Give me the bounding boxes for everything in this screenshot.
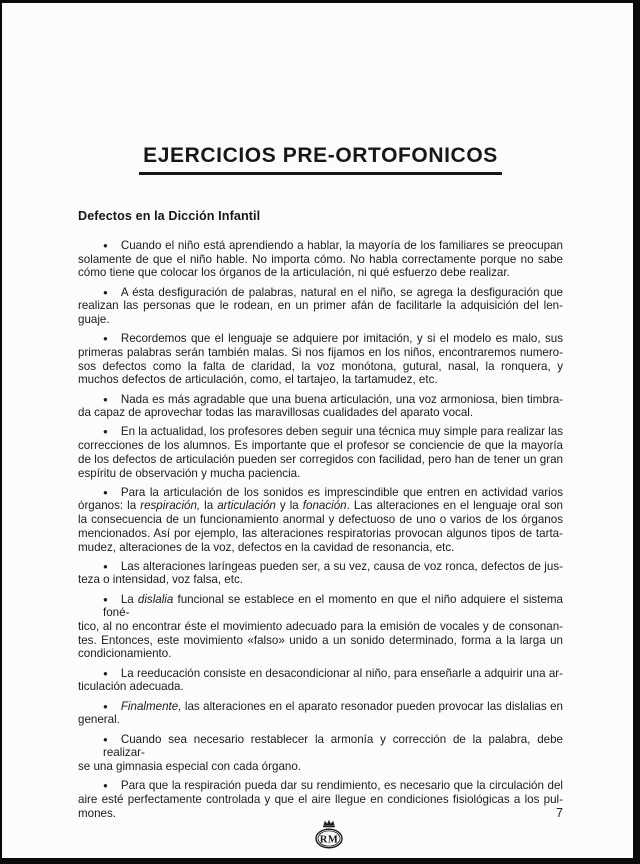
text-line: sos defectos como la falta de claridad, la voz monótona, gutural, nasal, la ronquera, y — [78, 359, 563, 373]
paragraph — [78, 239, 563, 280]
bullet-icon: ● — [103, 287, 108, 297]
text-line: correcciones de los alumnos. Es importante que el profesor se conciencie de que la mayoría — [78, 439, 563, 453]
bullet-icon: ● — [103, 668, 108, 678]
paragraph — [78, 779, 563, 820]
bullet-icon: ● — [103, 734, 108, 744]
bullet-icon: ● — [103, 561, 108, 571]
text-line: ● Cuando el niño está aprendiendo a hablar, la mayoría de los familiares se preocupan — [103, 239, 563, 252]
text-line: ● Para que la respiración pueda dar su rendimiento, es necesario que la circulación del — [103, 779, 563, 793]
text-line: ● A ésta desfiguración de palabras, natural en el niño, se agrega la desfiguración que — [103, 285, 563, 299]
paragraph — [78, 733, 563, 774]
text-line: da capaz de aprovechar todas las maravillosas cualidades del aparato vocal. — [78, 406, 474, 420]
text-line: mencionados. Así por ejemplo, las alteraciones respiratorias provocan algunos tipos de tarta- — [78, 526, 563, 540]
text-line: realizan las personas que le rodean, en un primer afán de facilitarle la adquisición del len- — [78, 299, 563, 313]
page-content — [78, 3, 563, 826]
text-line: ● Nada es más agradable que una buena articulación, una voz armoniosa, bien timbra- — [103, 392, 563, 406]
paragraph — [78, 286, 563, 327]
crown-icon — [323, 820, 335, 828]
paragraph — [78, 667, 563, 694]
paragraph — [78, 393, 563, 420]
paragraph — [78, 486, 563, 555]
paragraph — [78, 700, 563, 727]
bullet-icon: ● — [103, 394, 108, 404]
section-heading: Defectos en la Dicción Infantil — [78, 209, 261, 223]
text-line: tico, al no encontrar éste el movimiento adecuado para la emisión de vocales y de consonan- — [78, 620, 563, 634]
bullet-icon: ● — [103, 334, 108, 344]
text-line: general. — [78, 713, 120, 727]
text-line: aire esté perfectamente controlada y que el aire llegue en condiciones fisiológicas a los pul- — [78, 792, 563, 806]
text-line: ● Recordemos que el lenguaje se adquiere por imitación, y si el modelo es malo, sus — [103, 332, 563, 346]
text-line: de los defectos de articulación pueden ser corregidos con facilidad, pero han de tener un gran — [78, 452, 563, 466]
text-line: condicionamiento. — [78, 647, 172, 661]
bullet-icon: ● — [103, 487, 108, 497]
bullet-icon: ● — [103, 594, 108, 604]
text-line: mudez, alteraciones de la voz, defectos en la cavidad de resonancia, etc. — [78, 540, 455, 554]
text-line: tes. Entonces, este movimiento «falso» unido a un sonido determinado, forma a la larga un — [78, 633, 563, 647]
text-line: espíritu de observación y mucha paciencia. — [78, 466, 301, 480]
text-line: ● La dislalia funcional se establece en el momento en que el niño adquiere el sistema foné- — [103, 592, 563, 620]
logo-text: RM — [319, 834, 338, 846]
bullet-icon: ● — [103, 241, 108, 250]
text-line: muchos defectos de articulación, como, el tartajeo, la tartamudez, etc. — [78, 373, 438, 387]
document-page — [2, 3, 633, 858]
title-block — [78, 3, 563, 175]
text-line: mones. — [78, 806, 117, 820]
text-line: cómo tiene que colocar los órganos de la articulación, ni qué esfuerzo debe realizar. — [78, 266, 510, 280]
bullet-icon: ● — [103, 781, 108, 791]
text-line: ● La reeducación consiste en desacondicionar al niño, para enseñarle a adquirir una ar- — [103, 666, 563, 680]
text-line: primeras palabras serán también malas. Si nos fijamos en los niños, encontraremos numero- — [78, 345, 563, 359]
page-title: EJERCICIOS PRE-ORTOFONICOS — [139, 144, 502, 175]
bullet-icon: ● — [103, 701, 108, 711]
text-line: se una gimnasia especial con cada órgano. — [78, 759, 302, 773]
paragraph — [78, 593, 563, 662]
text-line: la consecuencia de un funcionamiento anormal y defectuoso de uno o varios de los órganos — [78, 513, 563, 527]
page-number: 7 — [556, 806, 563, 820]
text-line: solamente de que el niño hable. No importa cómo. No habla correctamente porque no sabe — [78, 252, 563, 266]
text-line: órganos: la respiración, la articulación y la fonación. Las alteraciones en el lenguaje oral son — [78, 499, 564, 513]
text-line: ● En la actualidad, los profesores deben seguir una técnica muy simple para realizar las — [103, 425, 563, 439]
text-line: ● Cuando sea necesario restablecer la armonía y corrección de la palabra, debe realizar- — [103, 732, 563, 760]
paragraph — [78, 560, 563, 587]
text-line: ● Para la articulación de los sonidos es imprescindible que entren en actividad varios — [103, 485, 563, 499]
text-line: teza o intensidad, voz falsa, etc. — [78, 573, 243, 587]
text-line: ● Finalmente, las alteraciones en el aparato resonador pueden provocar las dislalias en — [103, 699, 563, 713]
paragraph-list — [78, 239, 563, 820]
text-line: ● Las alteraciones laríngeas pueden ser, a su vez, causa de voz ronca, defectos de jus- — [103, 559, 563, 573]
paragraph — [78, 425, 563, 480]
bullet-icon: ● — [103, 427, 108, 437]
text-line: guaje. — [78, 313, 110, 327]
text-line: ticulación adecuada. — [78, 680, 184, 694]
publisher-logo-rm — [310, 817, 348, 851]
paragraph — [78, 332, 563, 387]
